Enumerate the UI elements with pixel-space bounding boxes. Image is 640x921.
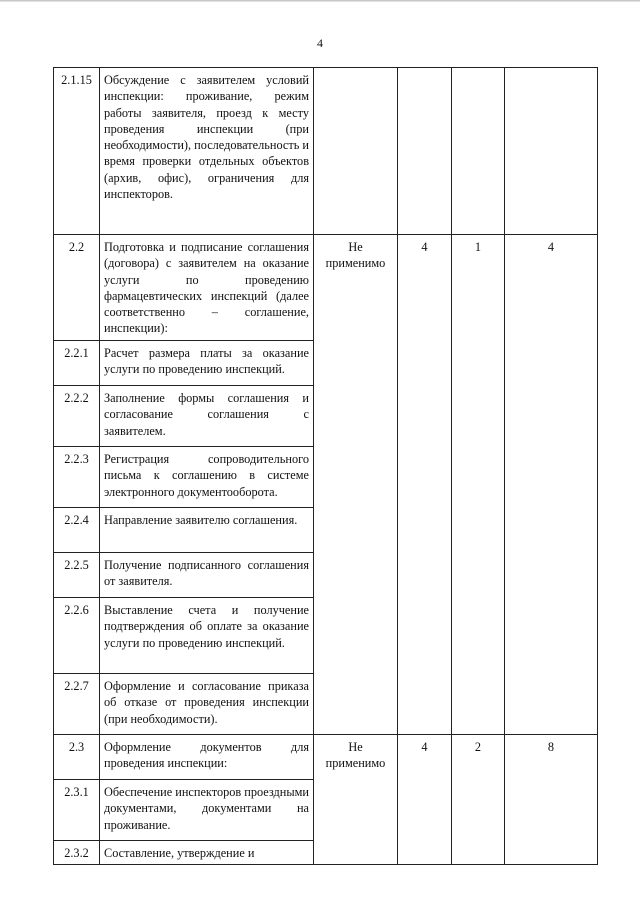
row-description: Обсуждение с заявителем условий инспекции: проживание, режим работы заявителя, проезд к месту проведения инспекции (при необходимости), последовательность и время проверки отдельных объектов (архив, офис), ограничения для инспекторов. <box>100 68 314 235</box>
row-number: 2.2.1 <box>54 341 100 386</box>
value-cell-1: 4 <box>398 235 452 735</box>
value-cell-3: 8 <box>505 735 598 865</box>
row-description: Подготовка и подписание соглашения (договора) с заявителем на оказание услуги по проведению фармацевтических инспекций (далее соответственно – соглашение, инспекции): <box>100 235 314 341</box>
value-cell-3: 4 <box>505 235 598 735</box>
row-number: 2.2.2 <box>54 386 100 447</box>
table-row <box>54 735 598 780</box>
value-cell-3 <box>505 68 598 235</box>
row-number: 2.2 <box>54 235 100 341</box>
procedure-table <box>53 67 598 865</box>
applicability-cell: Не применимо <box>314 735 398 865</box>
row-number: 2.3.2 <box>54 841 100 865</box>
value-cell-1 <box>398 68 452 235</box>
value-cell-1: 4 <box>398 735 452 865</box>
row-number: 2.2.3 <box>54 447 100 508</box>
row-number: 2.2.5 <box>54 553 100 598</box>
row-number: 2.3.1 <box>54 780 100 841</box>
value-cell-2: 1 <box>452 235 505 735</box>
page-number: 4 <box>317 36 323 50</box>
table-row <box>54 235 598 341</box>
row-description: Оформление и согласование приказа об отказе от проведения инспекции (при необходимости). <box>100 674 314 735</box>
row-number: 2.1.15 <box>54 68 100 235</box>
row-description: Регистрация сопроводительного письма к соглашению в системе электронного документооборота. <box>100 447 314 508</box>
row-description: Обеспечение инспекторов проездными документами, документами на проживание. <box>100 780 314 841</box>
row-number: 2.2.4 <box>54 508 100 553</box>
row-description: Оформление документов для проведения инспекции: <box>100 735 314 780</box>
row-description: Заполнение формы соглашения и согласование соглашения с заявителем. <box>100 386 314 447</box>
row-description: Получение подписанного соглашения от заявителя. <box>100 553 314 598</box>
value-cell-2: 2 <box>452 735 505 865</box>
row-number: 2.3 <box>54 735 100 780</box>
row-description: Направление заявителю соглашения. <box>100 508 314 553</box>
row-description: Составление, утверждение и <box>100 841 314 865</box>
row-description: Расчет размера платы за оказание услуги по проведению инспекций. <box>100 341 314 386</box>
applicability-cell <box>314 68 398 235</box>
table-row <box>54 68 598 235</box>
applicability-cell: Не применимо <box>314 235 398 735</box>
value-cell-2 <box>452 68 505 235</box>
row-number: 2.2.7 <box>54 674 100 735</box>
scan-edge <box>0 0 640 2</box>
row-number: 2.2.6 <box>54 598 100 674</box>
row-description: Выставление счета и получение подтверждения об оплате за оказание услуги по проведению инспекций. <box>100 598 314 674</box>
